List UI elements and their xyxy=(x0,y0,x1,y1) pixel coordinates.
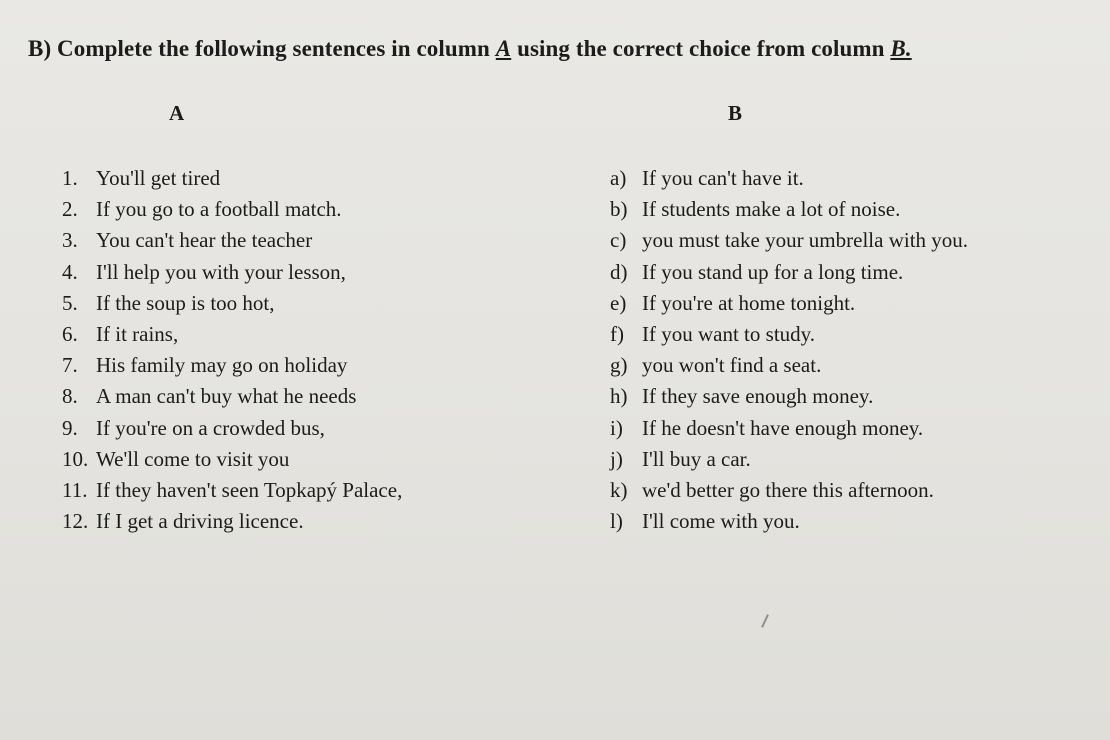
item-number: 2. xyxy=(62,197,78,222)
item-text: You'll get tired xyxy=(96,166,221,190)
column-a-title: A xyxy=(169,101,185,125)
item-letter: e) xyxy=(610,290,627,315)
item-number: 10. xyxy=(62,446,89,471)
item-text: If you can't have it. xyxy=(642,166,804,190)
item-letter: f) xyxy=(610,321,624,346)
item-number: 12. xyxy=(62,509,89,534)
item-letter: g) xyxy=(610,353,628,378)
item-letter: j) xyxy=(610,446,623,471)
column-b-item xyxy=(610,350,968,381)
item-number: 7. xyxy=(62,353,78,378)
column-b-item xyxy=(610,506,968,537)
heading-text: B) Complete the following sentences in column xyxy=(28,36,496,61)
item-letter: c) xyxy=(610,228,627,253)
item-text: If they haven't seen Topkapý Palace, xyxy=(96,477,403,502)
item-letter: k) xyxy=(610,477,628,502)
column-a-item xyxy=(62,413,402,444)
item-text: If you stand up for a long time. xyxy=(642,259,904,284)
pencil-mark xyxy=(761,614,769,628)
item-text: If it rains, xyxy=(96,321,179,346)
column-a-item xyxy=(62,319,402,350)
item-text: A man can't buy what he needs xyxy=(96,384,357,409)
item-letter: d) xyxy=(610,259,628,284)
heading-text-middle: using the correct choice from column xyxy=(511,36,891,61)
item-number: 5. xyxy=(62,290,78,315)
column-a-item xyxy=(62,257,402,288)
item-number: 9. xyxy=(62,415,78,440)
item-text: If you go to a football match. xyxy=(96,197,342,222)
column-b-item xyxy=(610,257,968,288)
item-text: You can't hear the teacher xyxy=(96,228,313,253)
column-b-reference: B. xyxy=(890,36,912,61)
item-text: you won't find a seat. xyxy=(642,353,822,378)
item-text: We'll come to visit you xyxy=(96,446,290,471)
item-text: If he doesn't have enough money. xyxy=(642,415,924,440)
item-text: If you want to study. xyxy=(642,321,816,346)
column-a-item xyxy=(62,506,402,537)
column-b-item xyxy=(610,163,968,194)
column-b-item xyxy=(610,288,968,319)
item-number: 8. xyxy=(62,384,78,409)
item-text: If you're at home tonight. xyxy=(642,290,856,315)
column-b-item xyxy=(610,475,968,506)
item-text: If they save enough money. xyxy=(642,384,874,409)
column-b-item xyxy=(610,225,968,256)
item-number: 4. xyxy=(62,259,78,284)
item-letter: a) xyxy=(610,166,627,190)
item-text: His family may go on holiday xyxy=(96,353,348,378)
column-a-reference: A xyxy=(495,36,512,61)
item-text: we'd better go there this afternoon. xyxy=(642,477,934,502)
column-a-item xyxy=(62,444,402,475)
item-letter: l) xyxy=(610,509,623,534)
item-number: 3. xyxy=(62,228,78,253)
item-number: 6. xyxy=(62,321,78,346)
column-b-title: B xyxy=(728,101,743,125)
item-text: If students make a lot of noise. xyxy=(642,197,901,222)
column-a-item xyxy=(62,163,402,194)
column-a-item xyxy=(62,475,402,506)
column-a-list xyxy=(62,163,402,537)
item-text: If I get a driving licence. xyxy=(96,509,304,534)
item-text: I'll help you with your lesson, xyxy=(96,259,346,284)
column-a-item xyxy=(62,225,402,256)
item-number: 1. xyxy=(62,166,78,190)
item-text: If you're on a crowded bus, xyxy=(96,415,325,440)
item-letter: b) xyxy=(610,197,628,222)
column-b-item xyxy=(610,194,968,225)
column-b-item xyxy=(610,444,968,475)
item-text: If the soup is too hot, xyxy=(96,290,275,315)
column-b-item xyxy=(610,413,968,444)
column-b-item xyxy=(610,319,968,350)
column-a-item xyxy=(62,381,402,412)
item-text: I'll come with you. xyxy=(642,509,800,534)
item-letter: h) xyxy=(610,384,628,409)
item-text: I'll buy a car. xyxy=(642,446,751,471)
exercise-heading xyxy=(28,36,912,62)
column-b-list xyxy=(610,163,968,537)
item-text: you must take your umbrella with you. xyxy=(642,228,969,253)
item-letter: i) xyxy=(610,415,623,440)
column-a-item xyxy=(62,350,402,381)
item-number: 11. xyxy=(62,477,88,502)
column-b-item xyxy=(610,381,968,412)
column-a-item xyxy=(62,288,402,319)
column-a-item xyxy=(62,194,402,225)
